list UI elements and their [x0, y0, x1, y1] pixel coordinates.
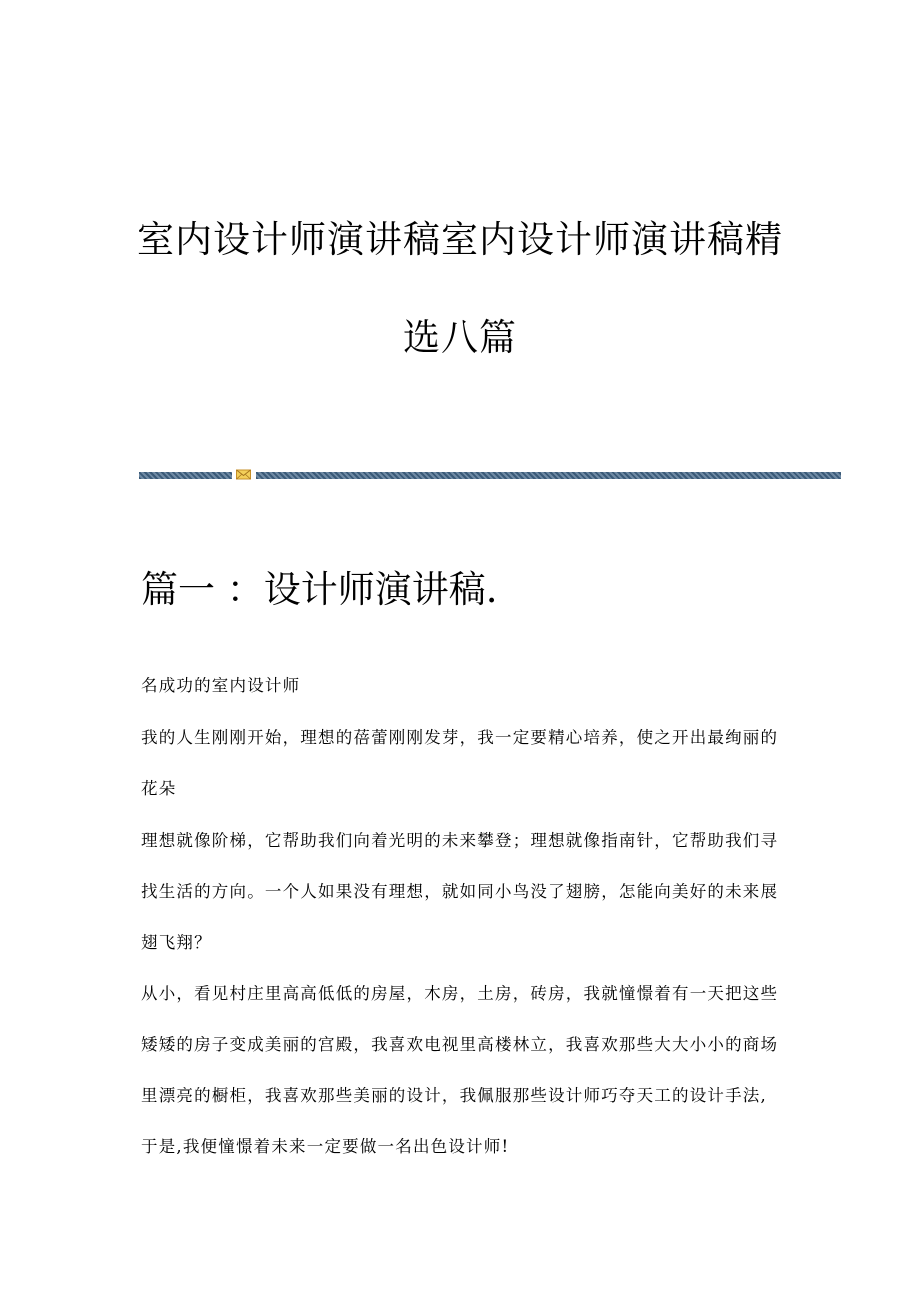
paragraph-1: 名成功的室内设计师 — [141, 676, 301, 695]
document-title-line-1: 室内设计师演讲稿室内设计师演讲稿精 — [137, 218, 783, 261]
section-heading: 篇一 ：设计师演讲稿. — [141, 568, 498, 611]
divider-bar-left — [139, 472, 232, 479]
envelope-emblem-icon — [236, 468, 251, 481]
divider-bar-right — [256, 472, 841, 479]
document-title-line-2: 选八篇 — [403, 316, 517, 359]
title-divider — [139, 467, 841, 483]
paragraph-3: 理想就像阶梯，它帮助我们向着光明的未来攀登；理想就像指南针，它帮助我们寻找生活的方向。一个人如果没有理想，就如同小鸟没了翅膀，怎能向美好的未来展翅飞翔？ — [141, 831, 779, 952]
paragraph-4: 从小，看见村庄里高高低低的房屋，木房，土房，砖房，我就憧憬着有一天把这些矮矮的房子变成美丽的宫殿，我喜欢电视里高楼林立，我喜欢那些大大小小的商场里漂亮的橱柜，我喜欢那些美丽的设计，我佩服那些设计师巧夺天工的设计手法,于是,我便憧憬着未来一定要做一名出色设计师! — [141, 984, 779, 1156]
paragraph-2: 我的人生刚刚开始，理想的蓓蕾刚刚发芽，我一定要精心培养，使之开出最绚丽的花朵 — [141, 728, 779, 798]
